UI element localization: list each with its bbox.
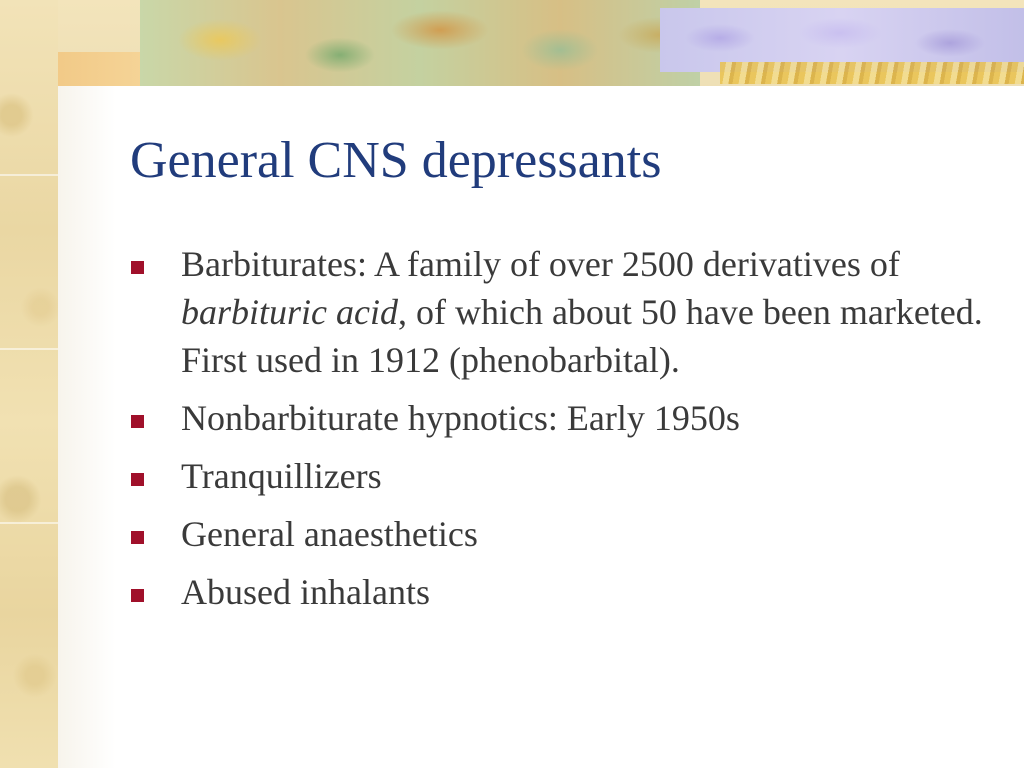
bullet-list <box>130 240 990 626</box>
square-bullet-icon <box>131 531 144 544</box>
strip-seam <box>0 522 58 524</box>
bullet-item-inhalants <box>130 568 990 616</box>
banner-gold-strip <box>720 62 1024 84</box>
bullet-text: , of which about 50 have been marketed. First used in 1912 (phenobarbital). <box>181 292 983 380</box>
bullet-text: Abused inhalants <box>181 572 430 612</box>
bullet-item-nonbarbiturate <box>130 394 990 442</box>
bullet-item-tranquillizers <box>130 452 990 500</box>
bullet-item-anaesthetics <box>130 510 990 558</box>
bullet-text: Barbiturates: A family of over 2500 derivatives of <box>181 244 900 284</box>
square-bullet-icon <box>131 415 144 428</box>
bullet-emphasis: barbituric acid <box>181 292 398 332</box>
square-bullet-icon <box>131 473 144 486</box>
bullet-item-barbiturates <box>130 240 990 384</box>
strip-seam <box>0 174 58 176</box>
square-bullet-icon <box>131 261 144 274</box>
strip-seam <box>0 348 58 350</box>
square-bullet-icon <box>131 589 144 602</box>
bullet-text: General anaesthetics <box>181 514 478 554</box>
bullet-text: Nonbarbiturate hypnotics: Early 1950s <box>181 398 740 438</box>
slide-title: General CNS depressants <box>130 132 662 189</box>
bullet-text: Tranquillizers <box>181 456 382 496</box>
banner-leaves-image <box>140 0 700 86</box>
left-parchment-strip <box>0 0 58 768</box>
